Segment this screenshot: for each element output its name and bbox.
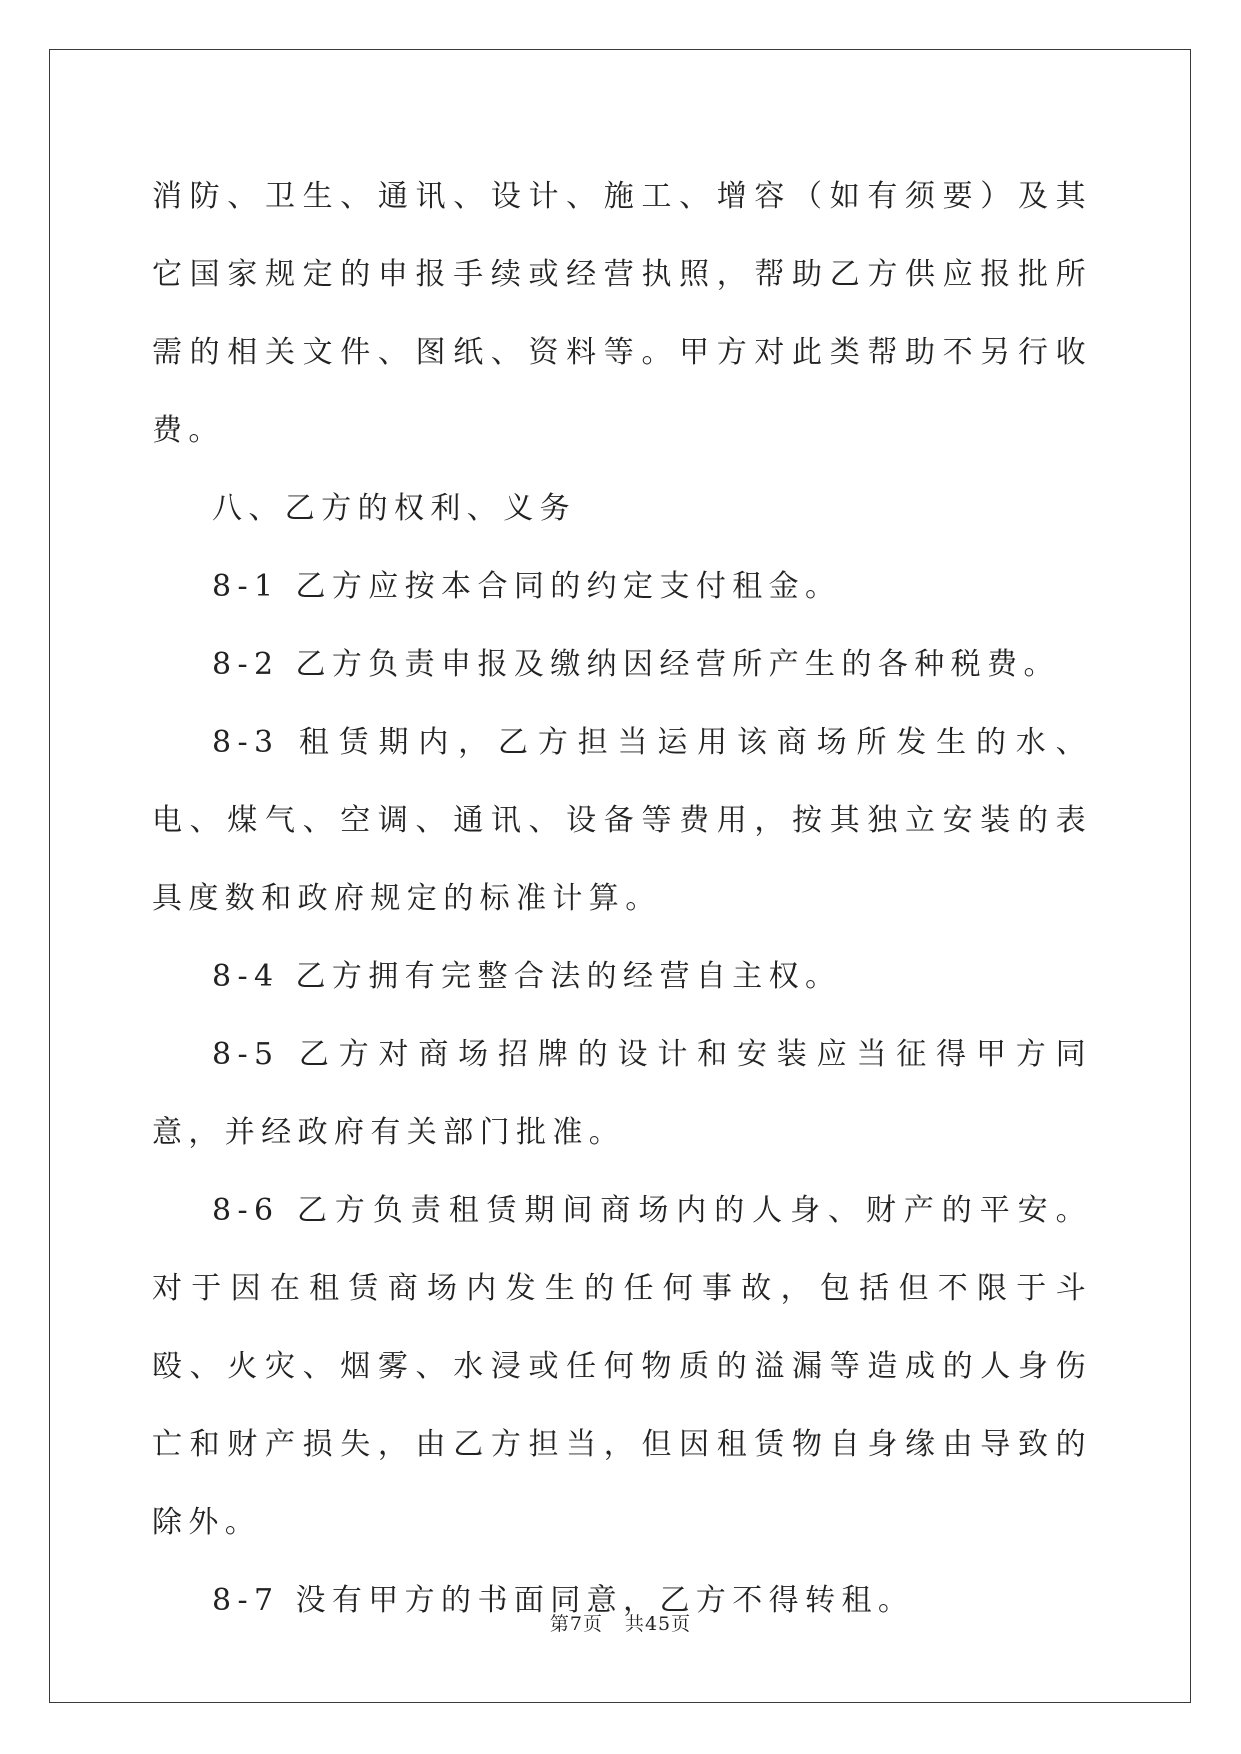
paragraph-continuation: 消防、卫生、通讯、设计、施工、增容（如有须要）及其它国家规定的申报手续或经营执照，帮助乙方供应报批所需的相关文件、图纸、资料等。甲方对此类帮助不另行收费。 — [152, 179, 1092, 448]
clause-8-3: 8-3 租赁期内，乙方担当运用该商场所发生的水、电、煤气、空调、通讯、设备等费用，按其独立安装的表具度数和政府规定的标准计算。 — [152, 725, 1092, 916]
page-total: 共45页 — [624, 1613, 692, 1635]
clause-8-7: 8-7 没有甲方的书面同意，乙方不得转租。 — [212, 1583, 915, 1618]
clause-8-1: 8-1 乙方应按本合同的约定支付租金。 — [212, 569, 842, 604]
section-heading: 八、乙方的权利、义务 — [212, 491, 576, 526]
document-body — [152, 158, 1092, 1640]
clause-8-5: 8-5 乙方对商场招牌的设计和安装应当征得甲方同意，并经政府有关部门批准。 — [152, 1037, 1092, 1150]
clause-8-4: 8-4 乙方拥有完整合法的经营自主权。 — [212, 959, 842, 994]
clause-8-2: 8-2 乙方负责申报及缴纳因经营所产生的各种税费。 — [212, 647, 1060, 682]
page-number: 第7页 — [549, 1613, 603, 1635]
clause-8-6: 8-6 乙方负责租赁期间商场内的人身、财产的平安。对于因在租赁商场内发生的任何事故，包括但不限于斗殴、火灾、烟雾、水浸或任何物质的溢漏等造成的人身伤亡和财产损失，由乙方担当，但因租赁物自身缘由导致的除外。 — [152, 1193, 1092, 1540]
page-footer — [0, 1609, 1241, 1636]
